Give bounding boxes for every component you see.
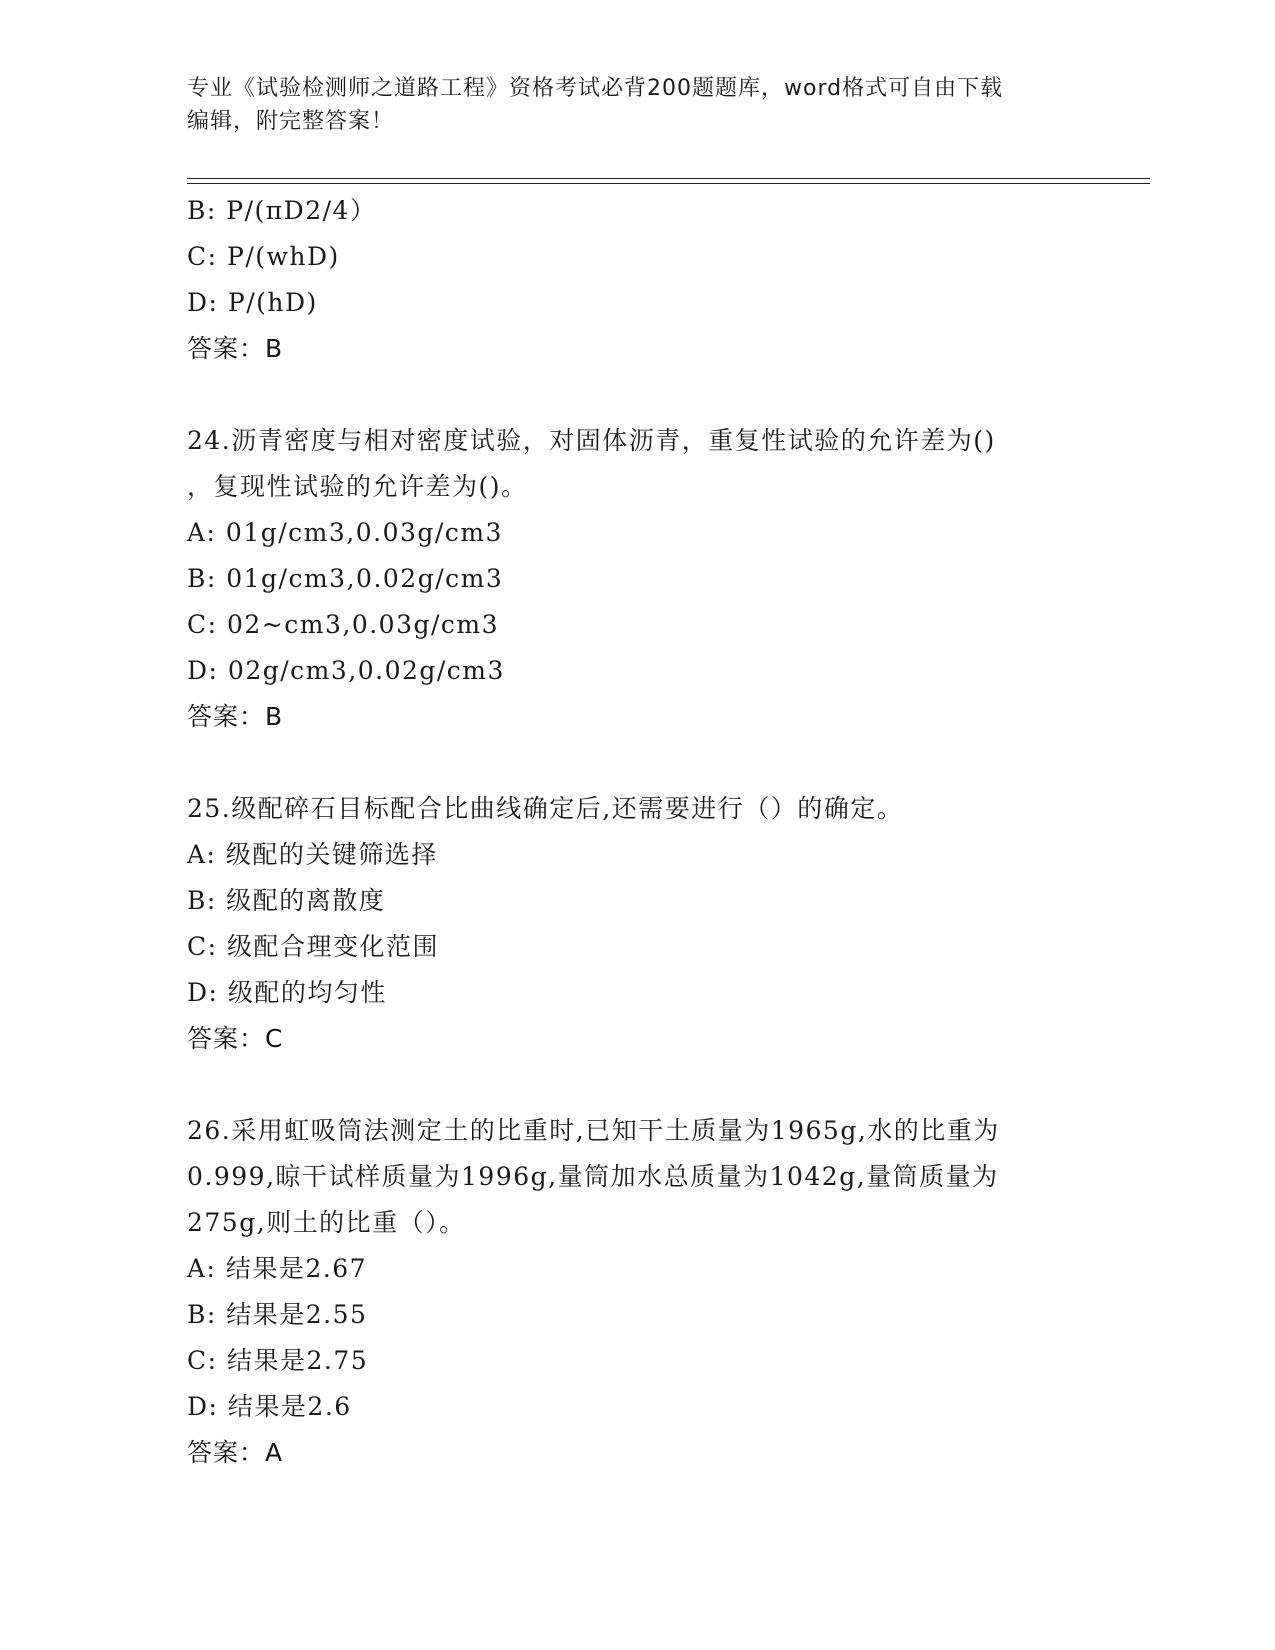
question-stem-continued: 275g,则土的比重（）。 [187,1208,466,1237]
question-24 [187,418,1087,740]
option-d: D: P/(hD) [187,288,318,317]
question-stem: 24.沥青密度与相对密度试验，对固体沥青，重复性试验的允许差为() [187,426,996,455]
option-c: C: 级配合理变化范围 [187,932,439,961]
question-stem: 26.采用虹吸筒法测定土的比重时,已知干土质量为1965g,水的比重为 [187,1116,1000,1145]
option-b: B: 01g/cm3,0.02g/cm3 [187,564,504,593]
option-a: A: 结果是2.67 [187,1254,368,1283]
option-d: D: 结果是2.6 [187,1392,352,1421]
header-line-1: 专业《试验检测师之道路工程》资格考试必背200题题库，word格式可自由下载 [187,76,1004,101]
question-spacer [187,372,1087,418]
option-d: D: 02g/cm3,0.02g/cm3 [187,656,505,685]
question-23-tail [187,188,1087,372]
question-25 [187,786,1087,1062]
option-b: B: P/(πD2/4） [187,196,377,225]
option-b: B: 结果是2.55 [187,1300,368,1329]
header-divider-top [187,178,1150,179]
question-stem-continued: 0.999,晾干试样质量为1996g,量筒加水总质量为1042g,量筒质量为 [187,1162,999,1191]
answer-line: 答案：A [187,1438,284,1467]
header-divider-bottom [187,183,1150,184]
answer-line: 答案：B [187,702,284,731]
question-spacer [187,1062,1087,1108]
option-c: C: P/(whD) [187,242,340,271]
option-a: A: 级配的关键筛选择 [187,840,438,869]
header-line-2: 编辑，附完整答案！ [187,109,395,134]
answer-line: 答案：C [187,1024,284,1053]
question-stem: 25.级配碎石目标配合比曲线确定后,还需要进行（）的确定。 [187,794,904,823]
option-a: A: 01g/cm3,0.03g/cm3 [187,518,503,547]
question-content [187,188,1087,1476]
option-c: C: 结果是2.75 [187,1346,369,1375]
option-b: B: 级配的离散度 [187,886,386,915]
question-stem-continued: ，复现性试验的允许差为()。 [187,472,528,501]
option-c: C: 02~cm3,0.03g/cm3 [187,610,500,639]
question-spacer [187,740,1087,786]
page-header [187,72,1067,138]
option-d: D: 级配的均匀性 [187,978,387,1007]
question-26 [187,1108,1087,1476]
answer-line: 答案：B [187,334,284,363]
